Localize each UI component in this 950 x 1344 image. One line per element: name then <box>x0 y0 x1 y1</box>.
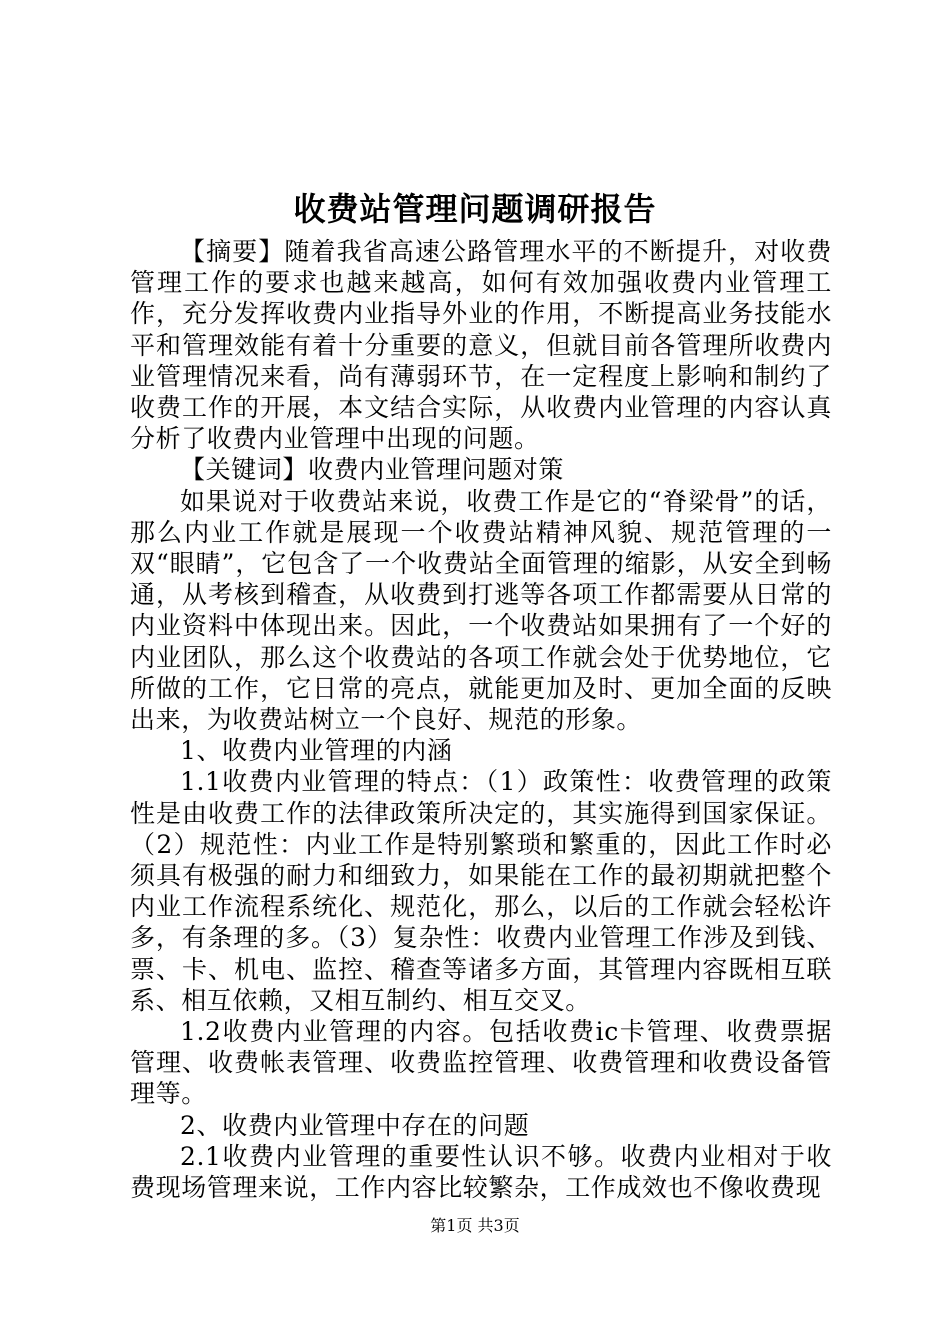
keywords-paragraph: 【关键词】收费内业管理问题对策 <box>180 455 565 485</box>
document-title: 收费站管理问题调研报告 <box>293 190 657 228</box>
section-heading-2: 2、收费内业管理中存在的问题 <box>180 1110 530 1140</box>
section-2-1-paragraph: 2.1收费内业管理的重要性认识不够。收费内业相对于收费现场管理来说，工作内容比较繁杂，工作成效也不像收费现 <box>130 1141 832 1203</box>
abstract-paragraph: 【摘要】随着我省高速公路管理水平的不断提升，对收费管理工作的要求也越来越高，如何有效加强收费内业管理工作，充分发挥收费内业指导外业的作用，不断提高业务技能水平和管理效能有着十分重要的意义，但就目前各管理所收费内业管理情况来看，尚有薄弱环节，在一定程度上影响和制约了收费工作的开展，本文结合实际，从收费内业管理的内容认真分析了收费内业管理中出现的问题。 <box>130 237 832 454</box>
intro-paragraph: 如果说对于收费站来说，收费工作是它的“脊梁骨”的话，那么内业工作就是展现一个收费站精神风貌、规范管理的一双“眼睛”，它包含了一个收费站全面管理的缩影，从安全到畅通，从考核到稽查，从收费到打逃等各项工作都需要从日常的内业资料中体现出来。因此，一个收费站如果拥有了一个好的内业团队，那么这个收费站的各项工作就会处于优势地位，它所做的工作，它日常的亮点，就能更加及时、更加全面的反映出来，为收费站树立一个良好、规范的形象。 <box>130 486 832 735</box>
section-1-1-paragraph: 1.1收费内业管理的特点：（1）政策性：收费管理的政策性是由收费工作的法律政策所决定的，其实施得到国家保证。（2）规范性：内业工作是特别繁琐和繁重的，因此工作时必须具有极强的耐力和细致力，如果能在工作的最初期就把整个内业工作流程系统化、规范化，那么，以后的工作就会轻松许多，有条理的多。（3）复杂性：收费内业管理工作涉及到钱、票、卡、机电、监控、稽查等诸多方面，其管理内容既相互联系、相互依赖，又相互制约、相互交叉。 <box>130 767 832 1015</box>
section-heading-1: 1、收费内业管理的内涵 <box>180 736 453 766</box>
document-body <box>130 236 832 1203</box>
section-1-2-paragraph: 1.2收费内业管理的内容。包括收费ic卡管理、收费票据管理、收费帐表管理、收费监控管理、收费管理和收费设备管理等。 <box>130 1017 832 1109</box>
page-footer: 第1页 共3页 <box>430 1216 520 1235</box>
